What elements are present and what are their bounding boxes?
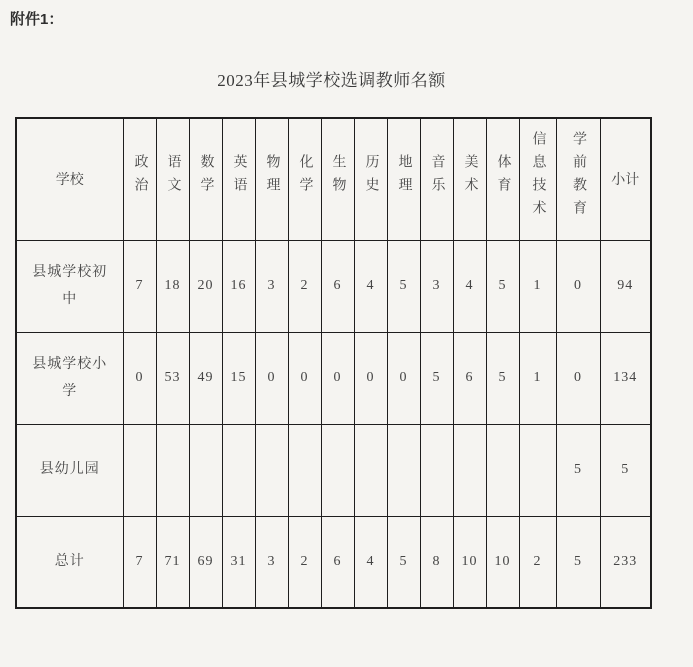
cell-value: 7: [123, 240, 156, 332]
cell-value: 3: [255, 516, 288, 608]
cell-value: 4: [453, 240, 486, 332]
cell-value: 3: [420, 240, 453, 332]
quota-table: [15, 117, 652, 609]
cell-value: 6: [321, 240, 354, 332]
cell-value: 53: [156, 332, 189, 424]
cell-value: 2: [288, 516, 321, 608]
cell-value: 69: [189, 516, 222, 608]
subject-label-physics: 物理: [264, 153, 280, 200]
cell-value: 0: [387, 332, 420, 424]
cell-value: [222, 424, 255, 516]
header-cell-it: [519, 118, 556, 240]
cell-value: 0: [288, 332, 321, 424]
header-cell-pe: [486, 118, 519, 240]
cell-value: 5: [556, 516, 600, 608]
subject-label-politics: 政治: [132, 153, 148, 200]
subject-label-english: 英语: [231, 153, 247, 200]
cell-value: 3: [255, 240, 288, 332]
cell-value: 5: [486, 240, 519, 332]
header-cell-chinese: [156, 118, 189, 240]
table-row-primary: [16, 332, 651, 424]
cell-subtotal: 94: [600, 240, 651, 332]
cell-value: [321, 424, 354, 516]
cell-value: [354, 424, 387, 516]
header-cell-physics: [255, 118, 288, 240]
cell-value: 0: [255, 332, 288, 424]
subject-label-math: 数学: [198, 153, 214, 200]
cell-value: 31: [222, 516, 255, 608]
subject-label-it: 信息技术: [530, 130, 546, 223]
header-cell-math: [189, 118, 222, 240]
cell-value: 49: [189, 332, 222, 424]
table-row-kindergarten: [16, 424, 651, 516]
cell-value: 0: [123, 332, 156, 424]
subject-label-music: 音乐: [429, 153, 445, 200]
header-cell-chemistry: [288, 118, 321, 240]
cell-value: [453, 424, 486, 516]
cell-value: 5: [420, 332, 453, 424]
cell-value: [189, 424, 222, 516]
subject-label-pe: 体育: [495, 153, 511, 200]
subject-label-biology: 生物: [330, 153, 346, 200]
row-label: [16, 332, 123, 424]
header-cell-history: [354, 118, 387, 240]
cell-value: 0: [321, 332, 354, 424]
subject-label-preschool: 学前教育: [571, 130, 586, 223]
cell-value: [255, 424, 288, 516]
header-cell-politics: [123, 118, 156, 240]
school-name: 县城学校初中: [32, 264, 108, 307]
school-name: 县城学校小学: [32, 356, 108, 399]
header-cell-school: 学校: [16, 118, 123, 240]
cell-value: 1: [519, 240, 556, 332]
cell-value: 2: [288, 240, 321, 332]
table-row-junior-high: [16, 240, 651, 332]
row-label: [16, 424, 123, 516]
cell-value: [156, 424, 189, 516]
cell-value: 5: [387, 516, 420, 608]
cell-value: 10: [486, 516, 519, 608]
cell-value: [387, 424, 420, 516]
header-cell-preschool: [556, 118, 600, 240]
cell-value: [420, 424, 453, 516]
cell-value: [486, 424, 519, 516]
header-cell-music: [420, 118, 453, 240]
cell-subtotal: 233: [600, 516, 651, 608]
cell-value: 4: [354, 240, 387, 332]
cell-subtotal: 5: [600, 424, 651, 516]
cell-value: 15: [222, 332, 255, 424]
cell-value: 71: [156, 516, 189, 608]
cell-value: 0: [556, 332, 600, 424]
cell-value: 16: [222, 240, 255, 332]
cell-value: 8: [420, 516, 453, 608]
table-row-total: [16, 516, 651, 608]
cell-value: 6: [453, 332, 486, 424]
cell-value: 4: [354, 516, 387, 608]
subject-label-geography: 地理: [396, 153, 412, 200]
cell-value: 5: [387, 240, 420, 332]
row-label: [16, 240, 123, 332]
subject-label-history: 历史: [363, 153, 379, 200]
cell-value: 5: [486, 332, 519, 424]
cell-value: 18: [156, 240, 189, 332]
header-cell-subtotal: 小计: [600, 118, 651, 240]
cell-value: [123, 424, 156, 516]
cell-value: [288, 424, 321, 516]
subject-label-chinese: 语文: [165, 153, 181, 200]
subject-label-art: 美术: [462, 153, 478, 200]
cell-value: 0: [556, 240, 600, 332]
school-name: 总计: [54, 554, 85, 570]
cell-value: 20: [189, 240, 222, 332]
cell-value: 7: [123, 516, 156, 608]
header-cell-english: [222, 118, 255, 240]
header-cell-geography: [387, 118, 420, 240]
document-title: 2023年县城学校选调教师名额: [217, 71, 446, 90]
cell-value: 5: [556, 424, 600, 516]
attachment-label: 附件1：: [10, 11, 64, 28]
school-name: 县幼儿园: [39, 462, 100, 478]
subject-label-chemistry: 化学: [297, 153, 313, 200]
cell-value: [519, 424, 556, 516]
table-header-row: [16, 118, 651, 240]
header-cell-biology: [321, 118, 354, 240]
header-cell-art: [453, 118, 486, 240]
cell-value: 0: [354, 332, 387, 424]
cell-value: 6: [321, 516, 354, 608]
row-label: [16, 516, 123, 608]
cell-value: 2: [519, 516, 556, 608]
cell-value: 10: [453, 516, 486, 608]
cell-subtotal: 134: [600, 332, 651, 424]
cell-value: 1: [519, 332, 556, 424]
